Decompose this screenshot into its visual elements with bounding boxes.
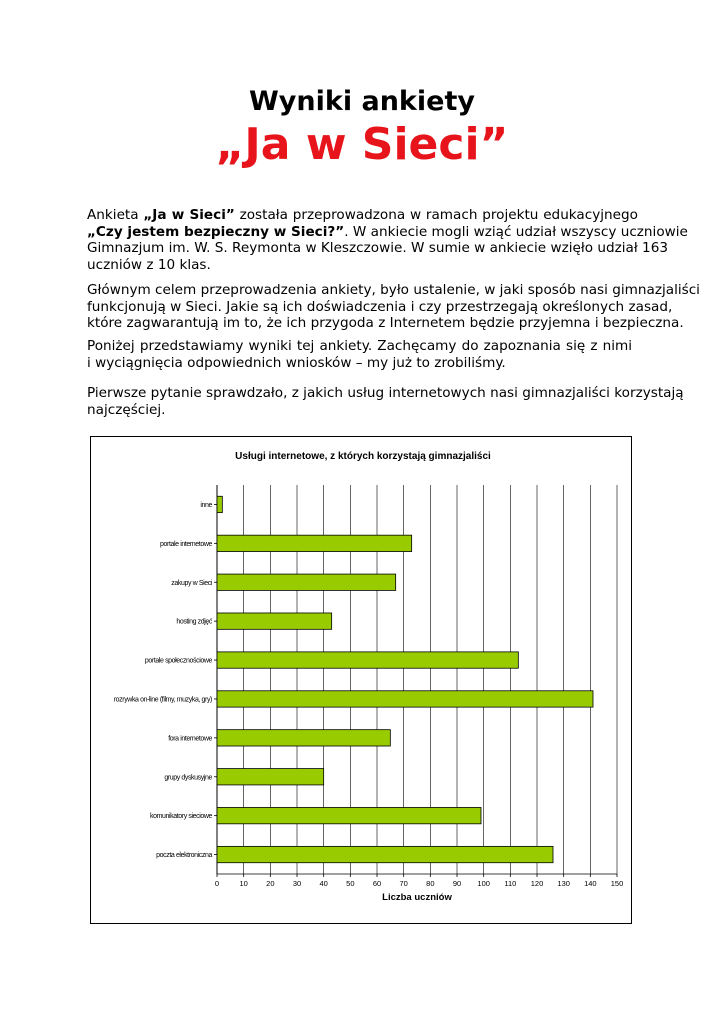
x-tick-label: 40 (319, 879, 328, 888)
p1-text: . W ankiecie mogli wziąć udział wszyscy uczniowie (344, 223, 688, 240)
x-tick-label: 60 (372, 879, 382, 888)
p3-line-2: i wyciągnięcia odpowiednich wniosków – my już to zrobiliśmy. (87, 354, 506, 371)
p4-line-2: najczęściej. (87, 401, 166, 418)
x-tick-label: 90 (452, 879, 462, 888)
x-tick-label: 30 (292, 879, 302, 888)
document-title: Wyniki ankiety (249, 86, 475, 117)
bar (217, 496, 222, 512)
x-tick-label: 50 (346, 879, 355, 888)
p1-line-2 (87, 223, 688, 241)
x-tick-label: 120 (530, 879, 544, 888)
p1-line-4: uczniów z 10 klas. (87, 256, 211, 273)
chart-frame (90, 436, 632, 924)
x-tick-label: 20 (266, 879, 275, 888)
category-label: rozrywka on-line (filmy, muzyka, gry) (113, 696, 212, 704)
category-label: portale internetowe (160, 540, 212, 548)
p1-line-3: Gimnazjum im. W. S. Reymonta w Kleszczowie. W sumie w ankiecie wzięło udział 163 (87, 240, 668, 256)
label-layer (114, 502, 213, 859)
category-label: portale społecznościowe (144, 657, 212, 665)
bar (217, 535, 412, 551)
p2-line-3: które zagwarantują im to, że ich przygoda z Internetem będzie przyjemna i bezpieczna. (87, 315, 684, 331)
intro-paragraph (87, 207, 688, 273)
p1-text: Ankieta (87, 207, 144, 223)
bar-chart (91, 437, 633, 925)
document-subtitle: „Ja w Sieci” (215, 119, 509, 170)
category-label: inne (200, 501, 212, 509)
bar (217, 652, 518, 668)
x-tick-label: 150 (610, 879, 624, 888)
category-label: hosting zdjęć (176, 618, 212, 626)
bar (217, 807, 481, 823)
x-tick-label: 100 (477, 879, 490, 888)
bar (217, 846, 553, 862)
p1-text: została przeprowadzona w ramach projektu edukacyjnego (234, 207, 638, 223)
bar (217, 613, 332, 629)
question-paragraph (87, 385, 684, 418)
x-tick-label: 140 (584, 879, 597, 888)
bar (217, 691, 593, 707)
x-tick-label: 0 (214, 879, 220, 888)
category-label: zakupy w Sieci (171, 579, 212, 587)
chart-title: Usługi internetowe, z których korzystają gimnazjaliści (235, 451, 491, 462)
x-axis-label: Liczba uczniów (382, 892, 452, 903)
goal-paragraph (87, 282, 700, 332)
p3-line-1: Poniżej przedstawiamy wyniki tej ankiety. Zachęcamy do zapoznania się z nimi (87, 338, 632, 354)
p2-line-1: Głównym celem przeprowadzenia ankiety, było ustalenie, w jaki sposób nasi gimnazjaliści (87, 282, 700, 298)
bar-layer (217, 496, 593, 862)
x-tick-label: 110 (504, 879, 517, 888)
category-label: fora internetowe (168, 735, 212, 743)
project-name: „Czy jestem bezpieczny w Sieci?” (87, 223, 345, 240)
x-tick-label: 10 (239, 879, 248, 888)
bar (217, 769, 324, 785)
bar (217, 574, 396, 590)
survey-name: „Ja w Sieci” (143, 207, 235, 223)
p2-line-2: funkcjonują w Sieci. Jakie są ich doświadczenia i czy przestrzegają określonych zasad, (87, 298, 673, 315)
x-tick-label: 70 (399, 879, 408, 888)
x-tick-label: 80 (426, 879, 435, 888)
category-label: poczta elektroniczna (156, 852, 212, 860)
p4-line-1: Pierwsze pytanie sprawdzało, z jakich usług internetowych nasi gimnazjaliści korzystają (87, 385, 684, 401)
category-label: komunikatory sieciowe (149, 813, 212, 821)
p1-line-1 (87, 207, 638, 224)
results-paragraph (87, 338, 638, 371)
bar (217, 730, 390, 746)
x-tick-label: 130 (557, 879, 570, 888)
category-label: grupy dyskusyjne (164, 774, 212, 782)
